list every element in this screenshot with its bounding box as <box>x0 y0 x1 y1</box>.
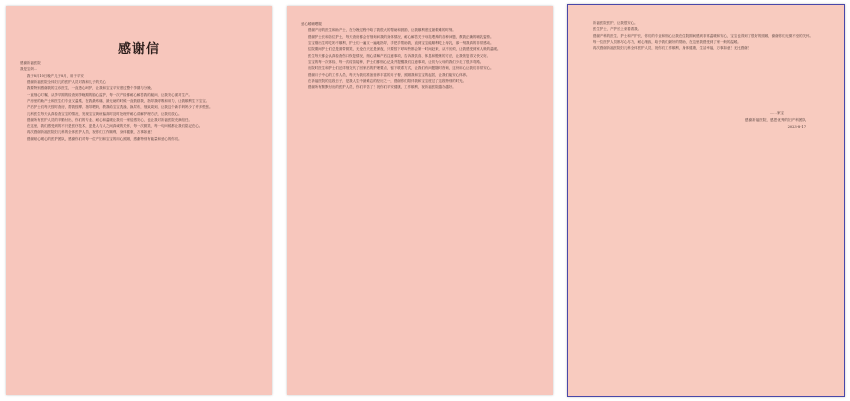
letter-paragraph: 医生每天都会认真检查伤口恢复情况，细心讲解产后注意事项，告诉我饮食、休息和锻炼的方法，让我恢复得又快又好。 <box>307 53 491 58</box>
letter-paragraph: 医生护士，产护长上来看看我。 <box>592 27 642 32</box>
signature-date: 2023-8-17 <box>787 125 806 129</box>
letter-paragraph: 儿科医生每天认真检查宝宝的情况，发现宝宝黄疸偏高时及时处理并耐心讲解护理方法，让我们放心。 <box>26 111 182 116</box>
letter-page-3 <box>567 4 845 397</box>
letter-paragraph: 感谢所有医护人员的辛勤付出，你们的专业、耐心和温暖让我们一家倍感安心，也让我对祈福医院充满信任。 <box>26 117 192 122</box>
letter-paragraph: 在这里，我们感受到的不只是医疗技术，更是人与人之间真诚的关怀，每一次微笑、每一句问候都让我们铭记在心。 <box>26 124 203 129</box>
letter-paragraph: 产后护士们每天按时查房，帮我按摩、指导喂奶，教我给宝宝洗澡、换尿布，细致周到，让我这个新手妈妈少了许多慌张。 <box>26 105 213 110</box>
letter-paragraph: 感谢月子中心的工作人员，每天为我们准备营养丰富的月子餐，照顾我和宝宝的起居，让我们能安心休养。 <box>307 72 470 77</box>
letter-page-1 <box>6 6 272 395</box>
letter-paragraph: 祈福医院医护，让我很安心。 <box>592 21 638 25</box>
letter-paragraph: 我是宝妈... <box>20 67 38 72</box>
letter-paragraph: 宝宝刚出生时吃奶不顺利，护士们一遍又一遍地指导，手把手帮助我，直到宝宝能顺利吃上母乳，那一刻我真的非常感动。 <box>307 40 494 45</box>
letter-paragraph: 住院期间护士们总是面带微笑，无论白天还是深夜，只要按下呼叫铃都会第一时间赶来，从不厌烦，让我感受到家人般的温暖。 <box>307 47 501 52</box>
letter-page-2 <box>287 6 553 395</box>
letter-paragraph: 我要特别感谢我的主诊医生，一直悉心呵护，让我和宝宝平安度过整个孕期与分娩。 <box>26 86 155 91</box>
signature-name: ……家宝 <box>769 111 784 115</box>
letter-paragraph: 在祈福医院的这段日子，是我人生中最难忘的经历之一，感谢你们陪伴我和宝宝度过了这段特别的时光。 <box>307 78 467 83</box>
letter-paragraph: 宝宝的每一次体检、每一次疫苗接种，护士们都细心记录并提醒我们注意事项，让初为父母的我们少走了很多弯路。 <box>307 59 484 64</box>
letter-paragraph: 再次感谢祈福医院妇儿科的全体医护人员，祝你们工作顺利，身体健康，万事如意！ <box>26 130 155 135</box>
letter-body <box>20 60 260 142</box>
letter-paragraph: 感谢祈福医院 <box>20 61 41 65</box>
letter-paragraph: 出院时医生和护士们还详细交代了回家后的护理要点，留下联系方式，让我们有问题随时咨询，这份用心让我们非常安心。 <box>307 66 494 71</box>
letter-paragraph: 感谢祈福医院全体妇儿的医护人员对我和儿子的关心 <box>26 79 106 84</box>
letter-paragraph: 每一位医护人员都尽心尽力，耐心细致，给予我们最好的帮助，在这里我感受到了家一般的温暖。 <box>592 39 741 44</box>
letter-paragraph: 我于8月10日晚产儿子8月，用于平安 <box>26 73 84 78</box>
letter-paragraph: 感谢所有默默付出的医护人员，你们辛苦了！祝你们平安健康，工作顺利，祝祈福医院越办越好。 <box>307 85 456 90</box>
letter-body <box>586 20 830 52</box>
letter-paragraph: 感谢产房的医生和助产士，在分娩过程中给了我很大的帮助和鼓励，让我顺利度过最艰难的时刻。 <box>307 28 456 33</box>
letter-paragraph: 一直细心叮嘱，从孕早期的检查到孕晚期的胎心监护，每一次产检都耐心解答我的疑问，让我安心面对生产。 <box>26 92 192 97</box>
letter-body <box>301 21 541 90</box>
letter-paragraph: 感谢产科的医生、护士和产护长，你们的专业和细心让我在住院期间感到非常温暖和安心，宝宝也得到了很好的照顾，谢谢你们无微不至的关怀。 <box>592 33 813 38</box>
letter-paragraph: 产房里的助产士和医生们专业又温柔，在我最疼痛、最无助的时候一直鼓励我，指导我呼吸和用力，让我顺利生下宝宝。 <box>26 98 210 103</box>
letter-title: 感谢信 <box>117 42 160 57</box>
letter-paragraph: 再次感谢祈福医院妇儿科全体医护人员，祝你们工作顺利，身体健康，生活幸福，万事如意！无比感谢！ <box>592 46 752 51</box>
letter-paragraph: 感谢护士长和各位护士，每天查房都会仔细询问我的身体情况，耐心解答关于母乳喂养的各种问题，教我正确的哺乳姿势。 <box>307 34 494 39</box>
letter-paragraph: 感谢贴心暖心的医护团队，感谢你们对每一位产妇和宝宝的用心照顾，感谢特别有能量和爱心的你们。 <box>26 136 182 141</box>
letter-paragraph: 爱心暖哺喂服 <box>301 22 322 26</box>
signature-line: 感谢祈福医院，感恩优秀的妇产科团队 <box>744 118 806 122</box>
